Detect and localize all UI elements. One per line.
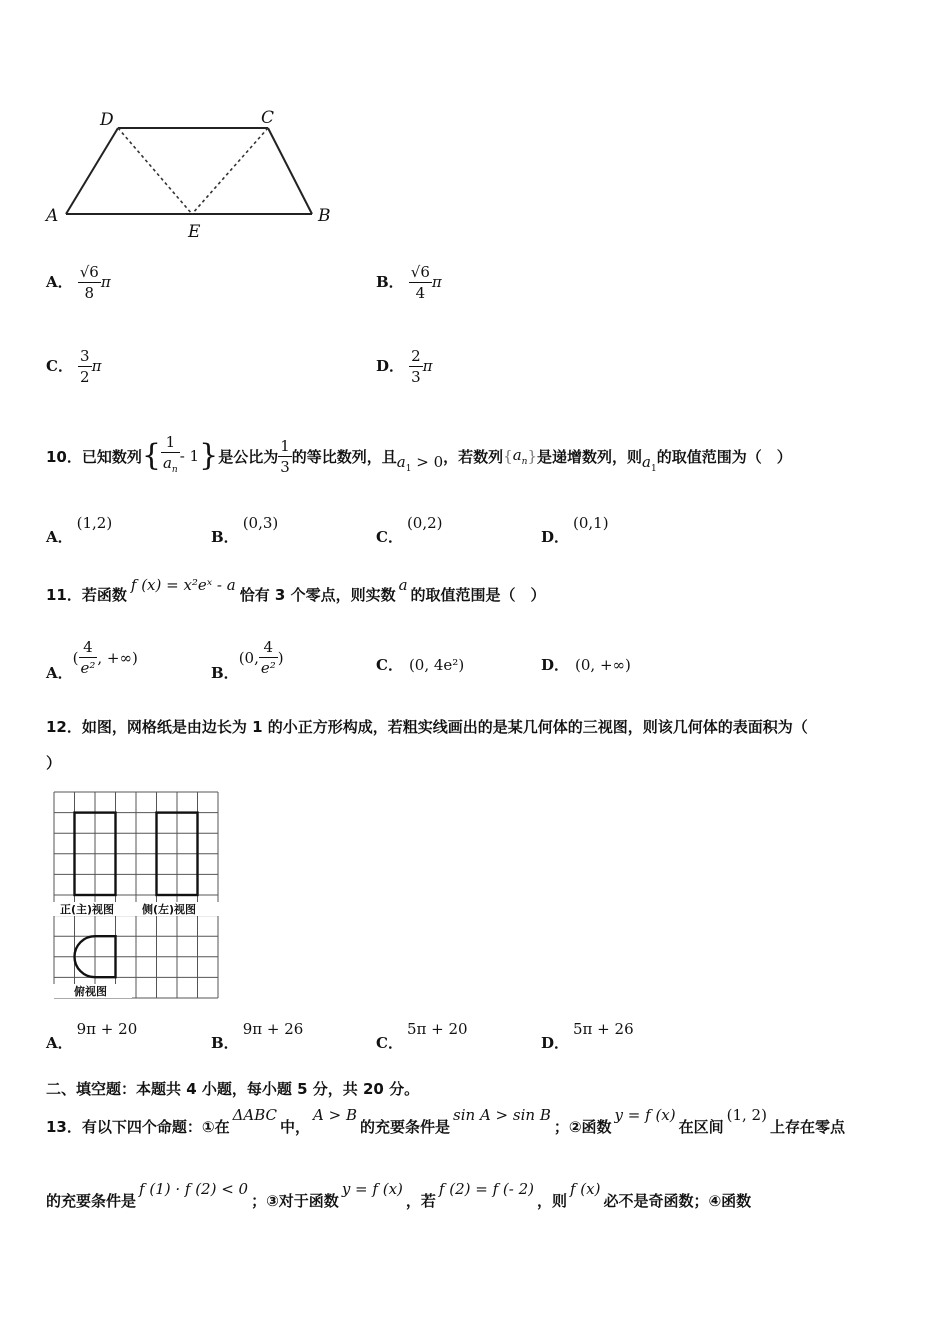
section-2-heading: 二、填空题：本题共 4 小题，每小题 5 分，共 20 分。 [46,1080,420,1098]
option-letter: C． [46,357,73,375]
vertex-label-d: D [100,110,114,130]
caption-front-view: 正(主)视图 [60,903,115,916]
fraction: $\frac{3}{2}$ [80,347,90,386]
question-13-line1: 13．有以下四个命题：①在ΔABC中，A > B的充要条件是sin A > sin B；②函数y = f (x)在区间(1, 2)上存在零点 [46,1106,845,1136]
vertex-label-a: A [46,206,59,226]
q10-option-b[interactable]: B．(0,3) [211,514,279,546]
question-12-line2: ） [46,754,62,772]
option-letter: A． [46,273,73,291]
fraction: $\frac{√6}{4}$ [410,263,430,302]
q9-option-b[interactable]: B． $\frac{√6}{4}$ π [376,263,442,302]
q10-option-a[interactable]: A．(1,2) [46,514,113,546]
fraction: $\frac{√6}{8}$ [79,263,99,302]
q9-option-a[interactable]: A． $\frac{√6}{8}$ π [46,263,111,302]
question-11: 11．若函数f (x) = x²eˣ - a恰有 3 个零点，则实数a的取值范围是（ ） [46,576,546,604]
q10-option-c[interactable]: C．(0,2) [376,514,443,546]
q10-option-d[interactable]: D．(0,1) [541,514,609,546]
q12-option-d[interactable]: D．5π + 26 [541,1020,634,1052]
option-letter: D． [376,357,405,375]
q11-option-d[interactable]: D． (0, +∞) [541,656,631,674]
q12-option-a[interactable]: A．9π + 20 [46,1020,138,1052]
q9-option-d[interactable]: D． $\frac{2}{3}$ π [376,347,433,386]
q12-option-c[interactable]: C．5π + 20 [376,1020,468,1052]
q12-option-b[interactable]: B．9π + 26 [211,1020,304,1052]
q11-option-b[interactable]: B． (0, $\frac{4}{\text{e²}}$ ) [211,638,284,682]
vertex-label-b: B [318,206,331,226]
q11-option-a[interactable]: A． ( $\frac{4}{\text{e²}}$ , +∞) [46,638,138,682]
caption-top-view: 俯视图 [74,985,107,998]
question-10: 10．已知数列 { $\frac{1}{a_n}$ - 1 } 是公比为 $\frac{1}{3}$ 的等比数列，且 $a_1 > 0$ ，若数列 { $a_n$ } 是递增数列，则 $a_1$ 的取值范围为（ ） [46,433,792,476]
question-12-line1: 12．如图，网格纸是由边长为 1 的小正方形构成，若粗实线画出的是某几何体的三视图，则该几何体的表面积为（ [46,718,808,736]
q9-option-c[interactable]: C． $\frac{3}{2}$ π [46,347,102,386]
fraction: $\frac{2}{3}$ [411,347,421,386]
vertex-label-e: E [188,222,201,242]
q11-option-c[interactable]: C． (0, 4e²) [376,656,465,674]
option-letter: B． [376,273,404,291]
question-13-line2: 的充要条件是f (1) · f (2) < 0；③对于函数y = f (x)，若f (2) = f (- 2)，则f (x)必不是奇函数；④函数 [46,1180,752,1210]
caption-side-view: 侧(左)视图 [142,903,197,916]
three-view-grid-figure [52,790,220,1000]
vertex-label-c: C [261,108,275,128]
